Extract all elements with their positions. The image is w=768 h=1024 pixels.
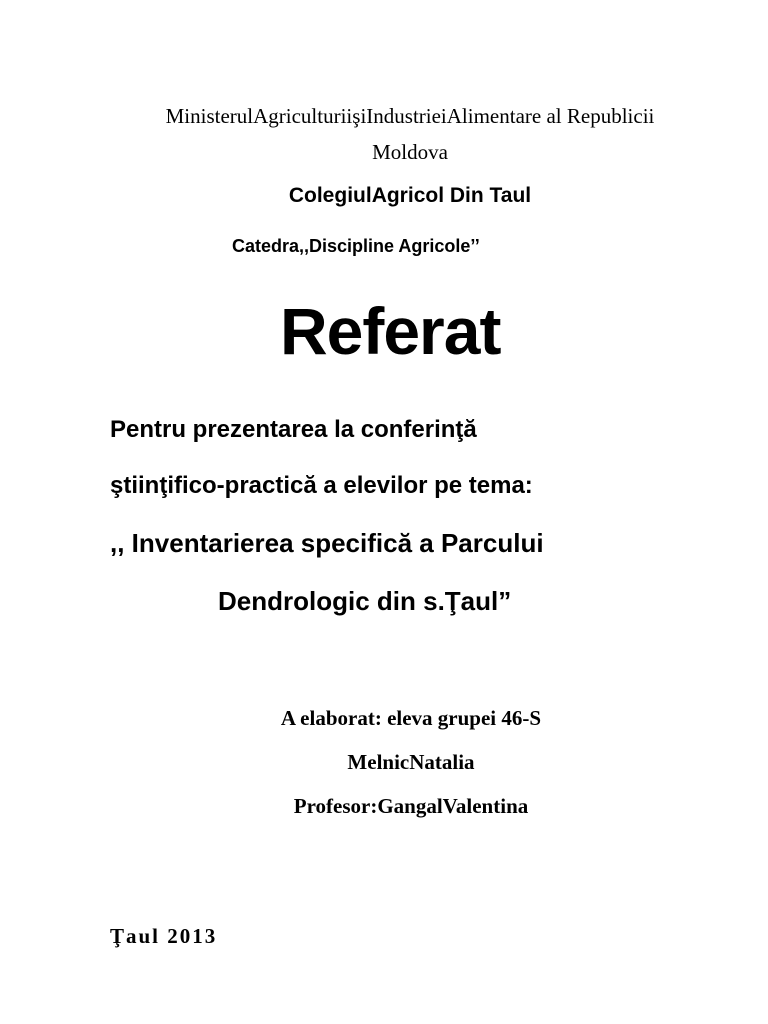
topic-line-2: Dendrologic din s.Ţaul” [218,586,512,616]
document-title: Referat [280,294,501,368]
ministry-name-line-2: Moldova [372,140,448,164]
author-name: MelnicNatalia [347,750,475,774]
intro-line-2: ştiinţifico-practică a elevilor pe tema: [110,472,533,499]
professor-name: Profesor:GangalValentina [293,794,529,818]
intro-line-1: Pentru prezentarea la conferinţă [110,416,477,443]
college-name: ColegiulAgricol Din Taul [288,184,532,207]
topic-line-1: ,, Inventarierea specifică a Parcului [110,528,544,558]
ministry-name-line-1: MinisterulAgriculturiişiIndustrieiAlimentare al Republicii [165,104,655,128]
department-name: Catedra,,Discipline Agricole’’ [232,236,480,256]
place-and-year: Ţaul 2013 [110,924,218,948]
author-label: A elaborat: eleva grupei 46-S [280,706,542,730]
